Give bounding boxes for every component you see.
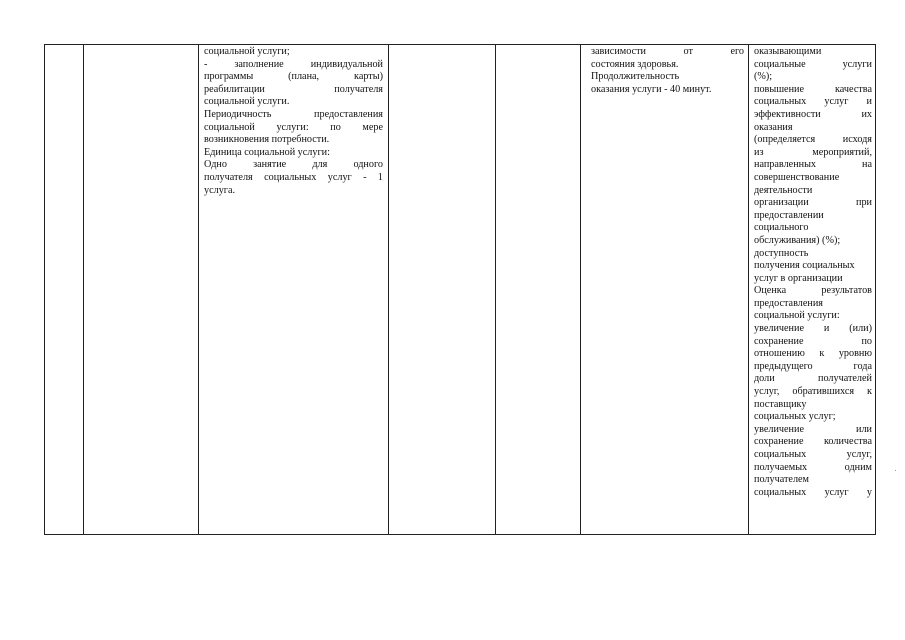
text-line: - заполнение индивидуальной	[204, 58, 383, 70]
text-line: получателем	[754, 474, 809, 486]
text-line: предоставлении	[754, 209, 824, 221]
text-line: социальной услуги: по мере	[204, 121, 383, 133]
text-line: доли получателей	[754, 373, 872, 385]
text-line: получателя социальных услуг - 1	[204, 171, 383, 183]
cell-service-duration	[591, 46, 744, 96]
text-line: Оценка результатов	[754, 285, 872, 297]
text-line: услуг в организации	[754, 272, 843, 284]
text-line: Периодичность предоставления	[204, 108, 383, 120]
text-line: обслуживания) (%);	[754, 234, 841, 246]
text-line: услуг, обратившихся к	[754, 386, 872, 398]
text-line: социальных услуг;	[754, 411, 836, 423]
text-line: социальных услуг и	[754, 96, 872, 108]
text-line: состояния здоровья.	[591, 58, 679, 70]
text-line: оказывающими	[754, 46, 822, 57]
text-line: Единица социальной услуги:	[204, 146, 330, 158]
services-table	[44, 44, 876, 535]
text-line: оказания услуги - 40 минут.	[591, 83, 712, 95]
cell-quality-indicators	[754, 46, 872, 499]
text-line: социальных услуг,	[754, 449, 872, 460]
text-line: социальные услуги	[754, 58, 872, 70]
text-line: (%);	[754, 71, 773, 83]
text-line: из мероприятий,	[754, 146, 872, 158]
cell-service-description	[204, 46, 383, 197]
text-line: социального	[754, 222, 809, 234]
column-divider-6	[748, 45, 749, 534]
text-line: сохранение по	[754, 335, 872, 347]
text-line: организации при	[754, 197, 872, 209]
text-line: социальной услуги;	[204, 46, 290, 57]
text-line: социальной услуги:	[754, 310, 840, 322]
text-line: предыдущего года	[754, 360, 872, 372]
text-line: оказания	[754, 121, 793, 133]
text-line: совершенствование	[754, 171, 840, 183]
text-line: зависимости от его	[591, 46, 744, 57]
text-line: повышение качества	[754, 83, 872, 95]
text-line: отношению к уровню	[754, 348, 872, 360]
text-line: предоставления	[754, 297, 823, 309]
text-line: программы (плана, карты)	[204, 71, 383, 83]
text-line: эффективности их	[754, 108, 872, 120]
text-line: реабилитации получателя	[204, 83, 383, 95]
column-divider-4	[495, 45, 496, 534]
text-line: услуга.	[204, 184, 236, 196]
text-line: (определяется исходя	[754, 134, 872, 146]
text-line: получения социальных	[754, 260, 855, 272]
text-line: Продолжительность	[591, 71, 680, 83]
text-line: поставщику	[754, 398, 807, 410]
text-line: Одно занятие для одного	[204, 159, 383, 171]
text-line: социальных услуг у	[754, 486, 872, 498]
text-line: увеличение или	[754, 423, 872, 435]
text-line: социальной услуги.	[204, 96, 290, 108]
column-divider-2	[198, 45, 199, 534]
text-line: направленных на	[754, 159, 872, 171]
text-line: увеличение и (или)	[754, 323, 872, 335]
column-divider-1	[83, 45, 84, 534]
text-line: получаемых одним	[754, 461, 872, 473]
column-divider-5	[580, 45, 581, 534]
text-line: деятельности	[754, 184, 813, 196]
text-line: возникновения потребности.	[204, 134, 330, 146]
scan-speck	[895, 470, 896, 471]
text-line: сохранение количества	[754, 436, 872, 448]
column-divider-3	[388, 45, 389, 534]
text-line: доступность	[754, 247, 809, 259]
